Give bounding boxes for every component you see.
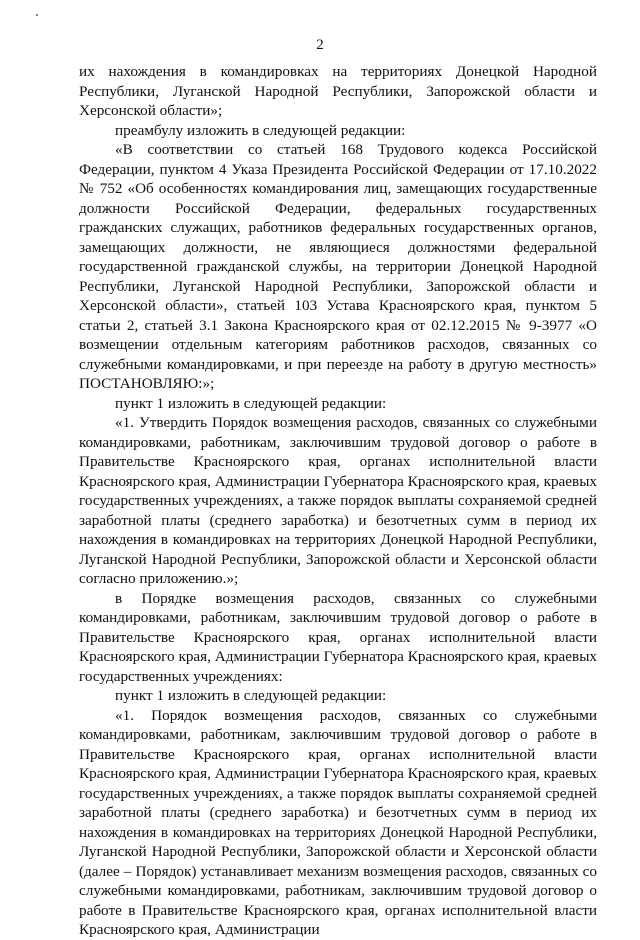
paragraph-continuation: их нахождения в командировках на территориях Донецкой Народной Республики, Луганской Народной Республики, Запорожской области и Херсонской области»; (79, 63, 597, 119)
paragraph-point1-text: «1. Утвердить Порядок возмещения расходов, связанных со служебными командировками, работникам, заключившим трудовой договор о работе в Правительстве Красноярского края, органах исполнительной власти Красноярского края, Администрации Губернатора Красноярского края, краевых государственных учреждениях, а также порядок выплаты сохраняемой средней заработной платы (среднего заработка) и безотчетных сумм в период их нахождения в командировках на территориях Донецкой Народной Республики, Луганской Народной Республики, Запорожской области и Херсонской области согласно приложению.»; (79, 414, 597, 587)
paragraph-preamble-instruction: преамбулу изложить в следующей редакции: (115, 121, 406, 139)
body-text (79, 62, 597, 940)
paragraph-point1-instruction: пункт 1 изложить в следующей редакции: (115, 394, 387, 412)
paragraph-preamble-text: «В соответствии со статьей 168 Трудового кодекса Российской Федерации, пунктом 4 Указа Президента Российской Федерации от 17.10.2022 № 752 «Об особенностях командирования лиц, замещающих государственные должности Российской Федерации, федеральных государственных гражданских служащих, работников федеральных государственных органов, замещающих должности, не являющиеся должностями федеральной государственной гражданской службы, на территории Донецкой Народной Республики, Луганской Народной Республики, Запорожской области и Херсонской области», статьей 103 Устава Красноярского края, пунктом 5 статьи 2, статьей 3.1 Закона Красноярского края от 02.12.2015 № 9-3977 «О возмещении отдельным категориям работников расходов, связанных со служебными командировками, и при переезде на работу в другую местность» ПОСТАНОВЛЯЮ:»; (79, 141, 597, 392)
paragraph-procedure-intro: в Порядке возмещения расходов, связанных со служебными командировками, работникам, заключившим трудовой договор о работе в Правительстве Красноярского края, органах исполнительной власти Красноярского края, Администрации Губернатора Красноярского края, краевых государственных учреждениях: (79, 589, 597, 685)
paragraph-procedure-point1-instruction: пункт 1 изложить в следующей редакции: (115, 687, 387, 704)
paragraph-procedure-point1-text: «1. Порядок возмещения расходов, связанных со служебными командировками, работникам, заключившим трудовой договор о работе в Правительстве Красноярского края, органах исполнительной власти Красноярского края, Администрации Губернатора Красноярского края, краевых государственных учреждениях, а также порядок выплаты сохраняемой средней заработной платы (среднего заработка) и безотчетных сумм в период их нахождения в командировках на территориях Донецкой Народной Республики, Луганской Народной Республики, Запорожской области и Херсонской области (далее – Порядок) устанавливает механизм возмещения расходов, связанных со служебными командировками, работникам, заключившим трудовой договор о работе в Правительстве Красноярского края, органах исполнительной власти Красноярского края, Администрации (79, 706, 597, 938)
scan-speck (36, 14, 38, 16)
page-number: 2 (316, 37, 324, 53)
